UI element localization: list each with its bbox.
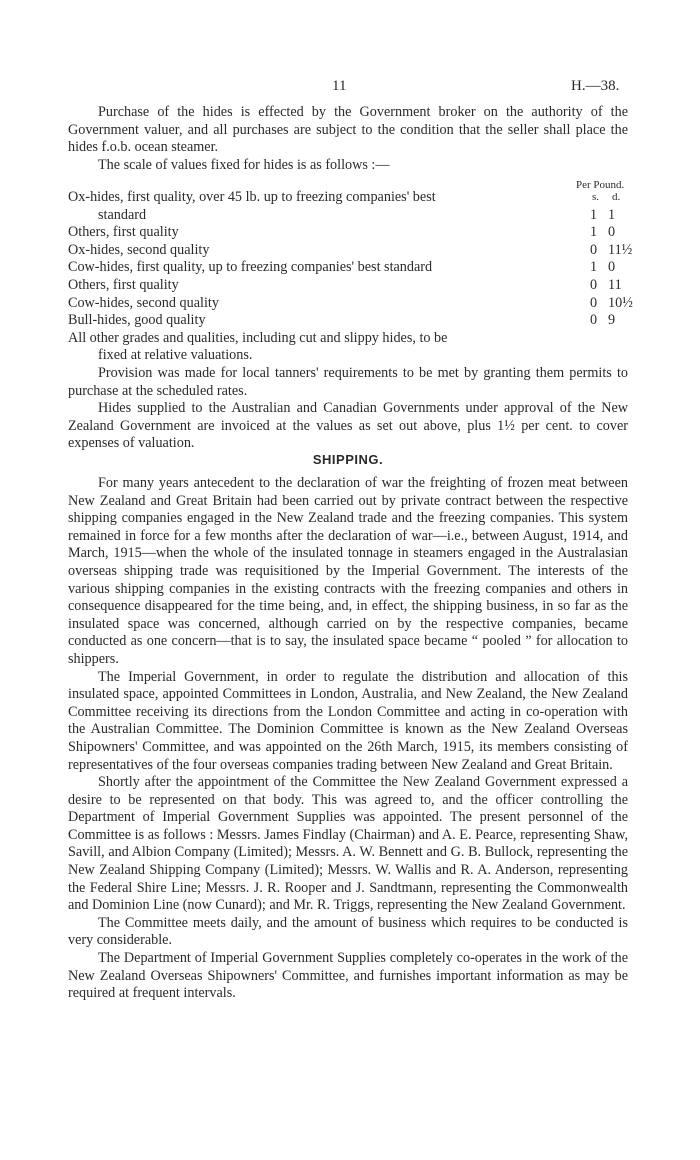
table-row	[68, 312, 628, 330]
row-label: Others, first quality	[68, 224, 179, 241]
hides-supplied-paragraph: Hides supplied to the Australian and Canadian Governments under approval of the New Zealand Government are invoiced at the values as set out above, plus 1½ per cent. to cover expenses of valuation.	[68, 400, 628, 452]
price-shillings: 1	[590, 259, 598, 276]
price-pence: 11	[608, 276, 622, 293]
shipping-paragraph: Shortly after the appointment of the Committee the New Zealand Government expressed a desire to be represented on that body. This was agreed to, and the officer controlling the Department of Imperial Government Supplies was appointed. The present personnel of the Committee is as follows : Messrs. James Findlay (Chairman) and A. E. Pearce, representing Shaw, Savill, and Albion Company (Limited); Messrs. A. W. Bennett and G. B. Bullock, representing the New Zealand Shipping Company (Limited); Messrs. W. Wallis and R. A. Anderson, representing the Federal Shire Line; Messrs. J. R. Rooper and J. Sandtmann, representing the Commonwealth and Dominion Line (now Cunard); and Mr. R. Triggs, representing the New Zealand Government.	[68, 774, 628, 914]
document-reference: H.—38.	[571, 78, 620, 94]
table-footer-line: fixed at relative valuations.	[98, 347, 253, 364]
section-heading-shipping: SHIPPING.	[312, 452, 384, 467]
table-footer-line: All other grades and qualities, including cut and slippy hides, to be	[68, 329, 448, 346]
pence-header: d.	[612, 191, 621, 203]
row-label: Ox-hides, second quality	[68, 241, 210, 258]
shipping-section	[68, 452, 628, 1003]
shipping-paragraph: For many years antecedent to the declaration of war the freighting of frozen meat between New Zealand and Great Britain had been carried out by private contract between the respective shipping companies engaged in the New Zealand trade and the freezing companies. This system remained in force for a few months after the declaration of war—i.e., between August, 1914, and March, 1915—when the whole of the insulated tonnage in steamers engaged in the Australasian overseas shipping trade was requisitioned by the Imperial Government. The interests of the various shipping companies in the existing contracts with the freezing companies and others in consequence disappeared for the time being, and, in effect, the shipping business, in so far as the insulated space was concerned, although carried on by the respective companies, became conducted as one concern—that is to say, the insulated space became “ pooled ” for allocation to shippers.	[68, 475, 628, 667]
price-shillings: 1	[590, 224, 598, 241]
price-shillings: 0	[590, 294, 598, 311]
price-shillings: 0	[590, 241, 598, 258]
table-row	[68, 189, 628, 207]
hide-price-table	[68, 177, 633, 365]
price-shillings: 0	[590, 276, 598, 293]
shipping-paragraph: The Committee meets daily, and the amount of business which requires to be conducted is very considerable.	[68, 914, 628, 949]
row-label: Others, first quality	[68, 276, 179, 293]
row-label-continued: standard	[98, 206, 147, 223]
table-row	[68, 259, 628, 277]
table-row	[68, 207, 628, 225]
per-pound-header: Per Pound.	[576, 179, 625, 191]
intro-section	[68, 104, 628, 174]
price-pence: 1	[608, 206, 616, 223]
page-number: 11	[332, 78, 347, 94]
price-pence: 0	[608, 259, 616, 276]
intro-paragraph-purchase: Purchase of the hides is effected by the Government broker on the authority of the Government valuer, and all purchases are subject to the condition that the seller shall place the hides f.o.b. ocean steamer.	[68, 104, 628, 156]
row-label: Ox-hides, first quality, over 45 lb. up to freezing companies' best	[68, 189, 436, 205]
price-pence: 10½	[608, 294, 633, 311]
provision-section	[68, 365, 628, 453]
intro-paragraph-scale: The scale of values fixed for hides is as follows :—	[98, 156, 390, 173]
table-row	[68, 277, 628, 295]
row-label: Cow-hides, first quality, up to freezing companies' best standard	[68, 259, 433, 276]
price-pence: 11½	[608, 241, 633, 258]
price-pence: 0	[608, 224, 616, 241]
row-label: Cow-hides, second quality	[68, 294, 219, 311]
provision-paragraph: Provision was made for local tanners' requirements to be met by granting them permits to purchase at the scheduled rates.	[68, 365, 628, 399]
shipping-paragraph: The Imperial Government, in order to regulate the distribution and allocation of this insulated space, appointed Committees in London, Australia, and New Zealand, the New Zealand Committee receiving its directions from the London Committee and acting in co-operation with the Australian Committee. The Dominion Committee is known as the New Zealand Overseas Shipowners' Committee, and was appointed on the 26th March, 1915, its members consisting of representatives of the four overseas companies trading between New Zealand and Great Britain.	[68, 668, 628, 773]
row-label: Bull-hides, good quality	[68, 312, 206, 329]
table-row	[68, 224, 628, 242]
page-header	[0, 78, 700, 98]
price-shillings: 1	[590, 206, 598, 223]
shipping-paragraph: The Department of Imperial Government Supplies completely co-operates in the work of the New Zealand Overseas Shipowners' Committee, and furnishes important information as may be required at frequent intervals.	[68, 950, 628, 1002]
shillings-header: s.	[592, 191, 600, 203]
price-shillings: 0	[590, 312, 598, 329]
table-row	[68, 241, 633, 260]
table-row	[68, 294, 633, 313]
price-pence: 9	[608, 312, 616, 329]
